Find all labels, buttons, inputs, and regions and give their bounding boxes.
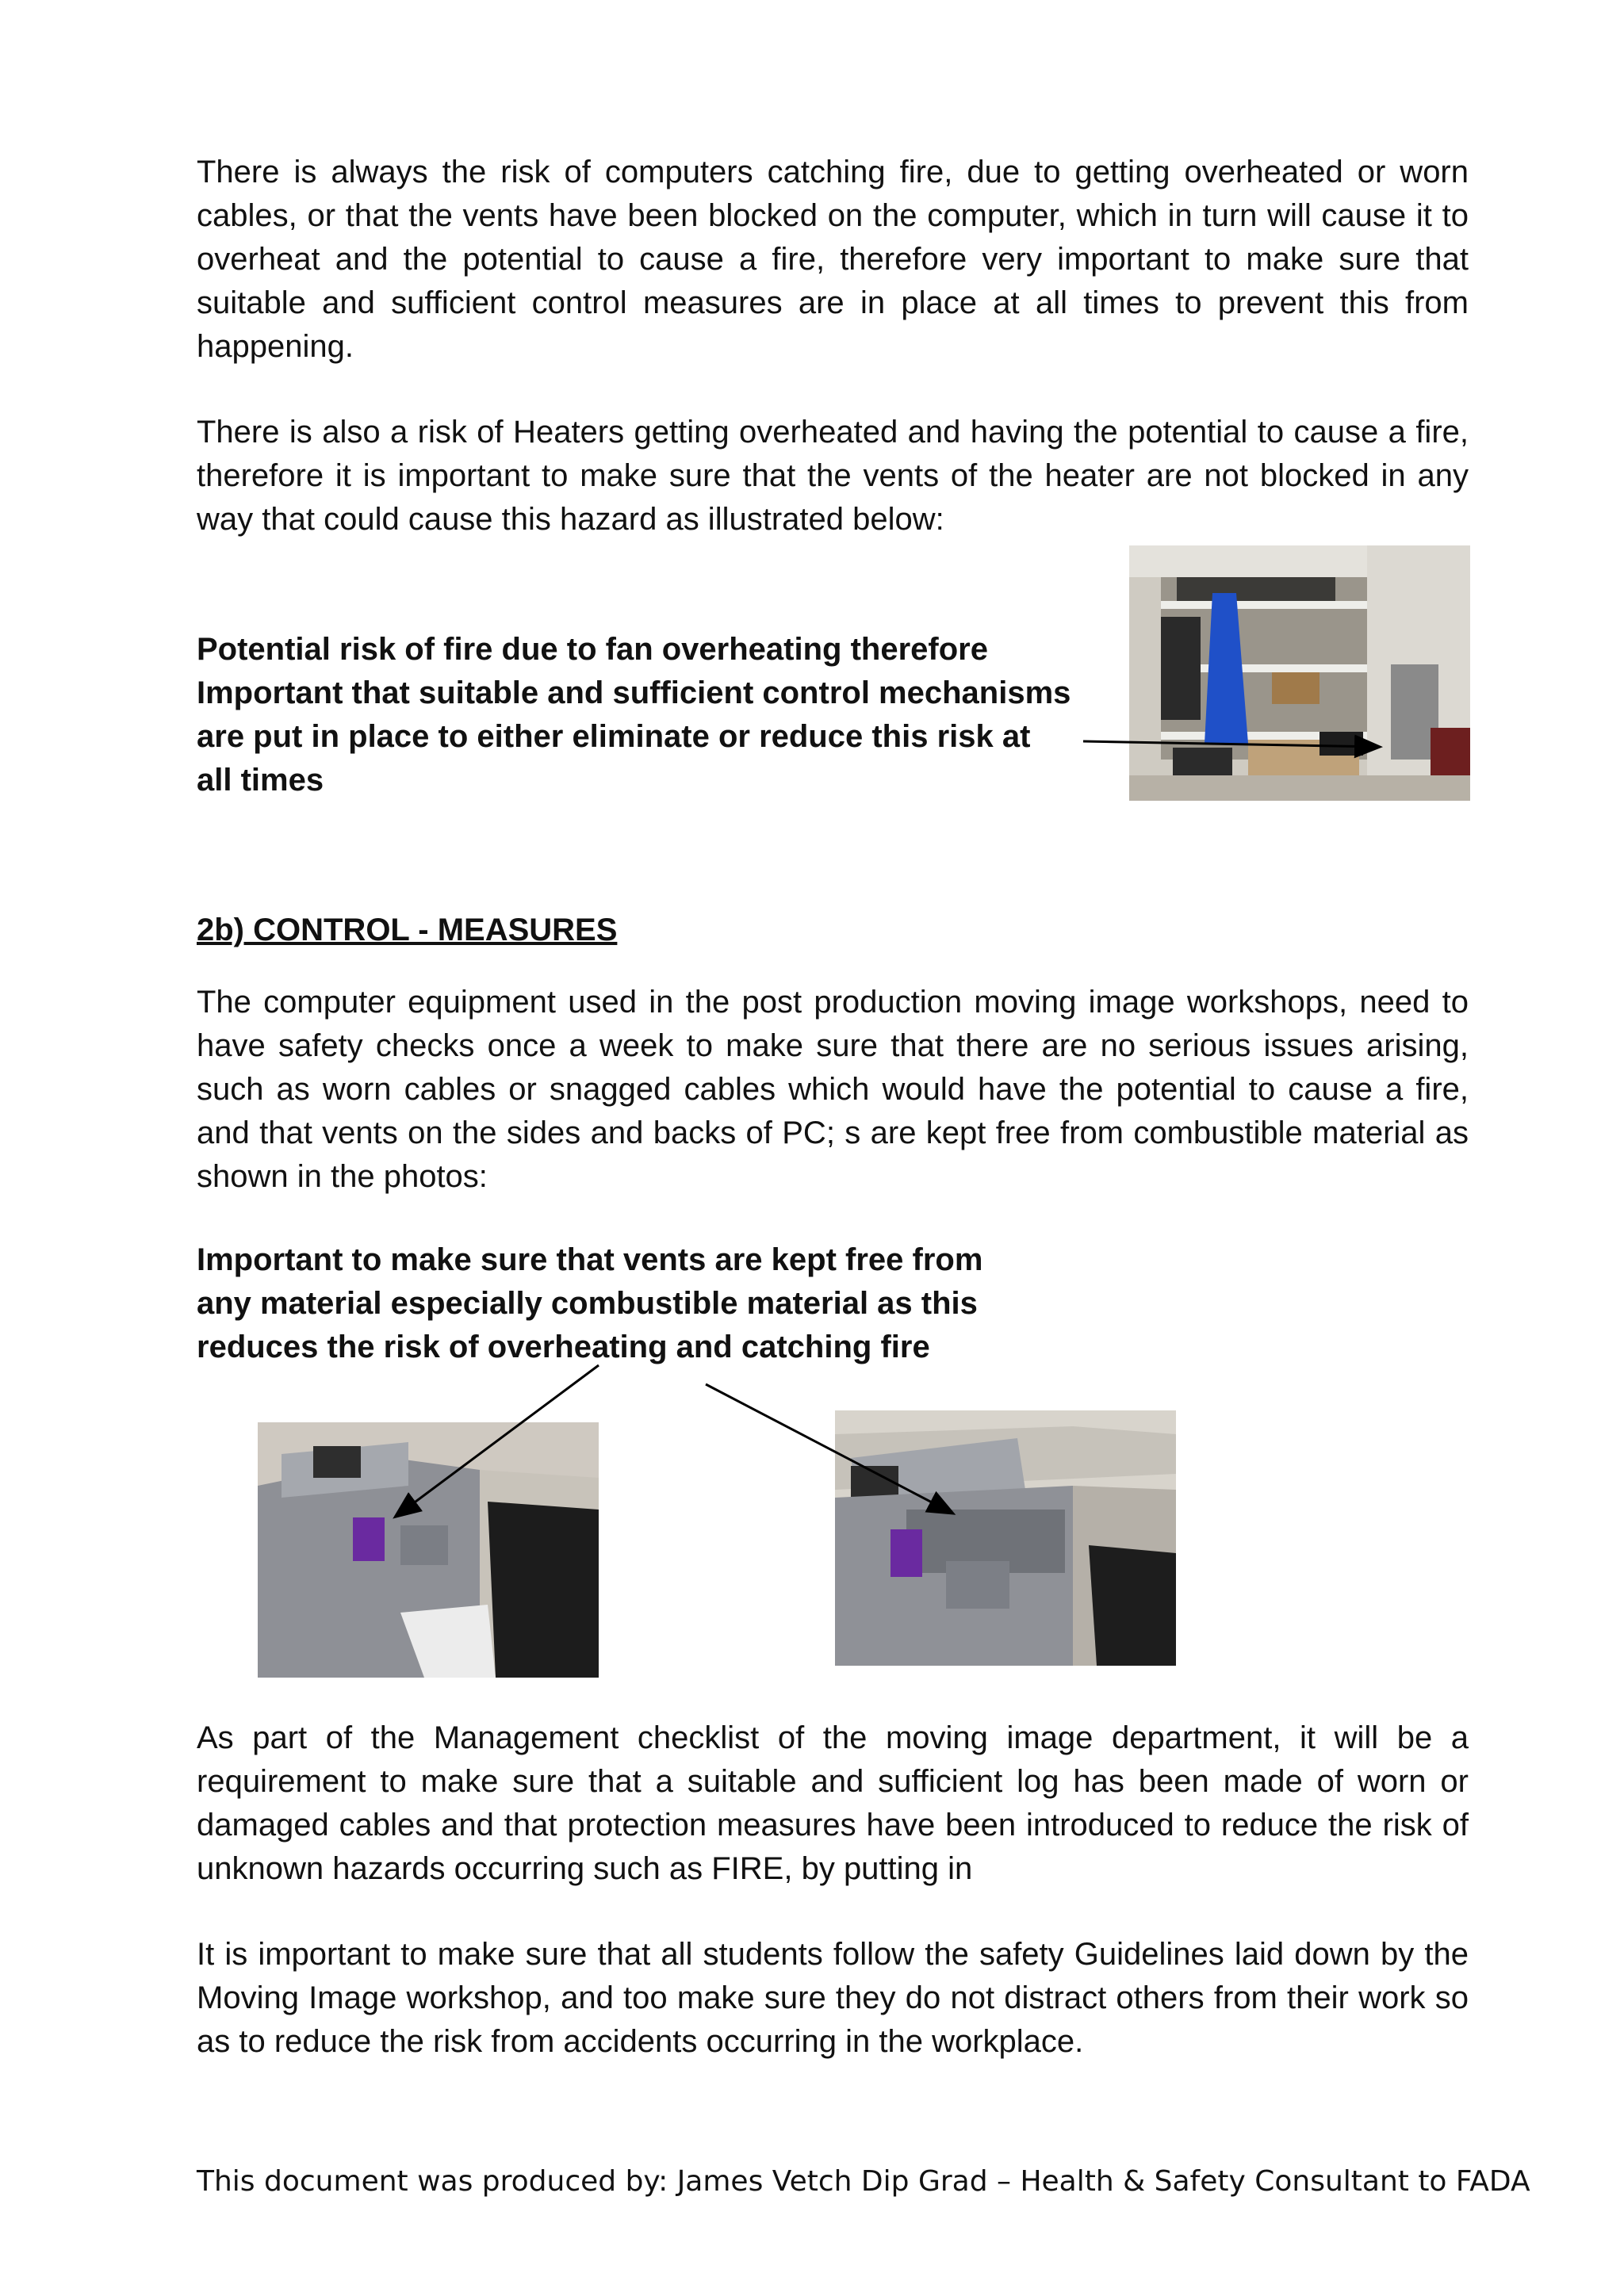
paragraph-computer-fire-risk: There is always the risk of computers catching fire, due to getting overheated or worn cables, or that the vents have been blocked on the computer, which in turn will cause it to overheat and the potential to cause a fire, therefore very important to make sure that suitable and sufficient control measures are in place at all times to prevent this from happening. xyxy=(197,155,1469,364)
callout-line: all times xyxy=(197,763,324,798)
callout-line: Potential risk of fire due to fan overheating therefore xyxy=(197,632,988,667)
paragraph-heater-risk: There is also a risk of Heaters getting overheated and having the potential to cause a fire, therefore it is important to make sure that the vents of the heater are not blocked in any way that could cause this hazard as illustrated below: xyxy=(197,415,1469,537)
callout-line: reduces the risk of overheating and catching fire xyxy=(197,1330,930,1364)
section-heading-control-measures: 2b) CONTROL - MEASURES xyxy=(197,913,618,947)
paragraph-management-checklist: As part of the Management checklist of the moving image department, it will be a requirement to make sure that a suitable and sufficient log has been made of worn or damaged cables and that protection measures have been introduced to reduce the risk of unknown hazards occurring such as FIRE, by putting in xyxy=(197,1720,1469,1886)
callout-line: Important that suitable and sufficient control mechanisms xyxy=(197,675,1071,710)
callout-line: Important to make sure that vents are kept free from xyxy=(197,1242,983,1277)
callout-line: any material especially combustible material as this xyxy=(197,1286,978,1321)
paragraph-equipment-checks: The computer equipment used in the post production moving image workshops, need to have safety checks once a week to make sure that there are no serious issues arising, such as worn cables or snagged cables which would have the potential to cause a fire, and that vents on the sides and backs of PC; s are kept free from combustible material as shown in the photos: xyxy=(197,985,1469,1194)
callout-line: are put in place to either eliminate or reduce this risk at xyxy=(197,719,1031,754)
arrow-to-storage-photo xyxy=(1083,741,1378,747)
paragraph-safety-guidelines: It is important to make sure that all students follow the safety Guidelines laid down by the Moving Image workshop, and too make sure they do not distract others from their work so as to reduce the risk from accidents occurring in the workplace. xyxy=(197,1937,1469,2059)
footer-credit: This document was produced by: James Vetch Dip Grad – Health & Safety Consultant to FADA xyxy=(197,2165,1530,2198)
arrow-to-left-pc xyxy=(396,1365,599,1516)
arrow-to-right-pc xyxy=(706,1384,952,1513)
